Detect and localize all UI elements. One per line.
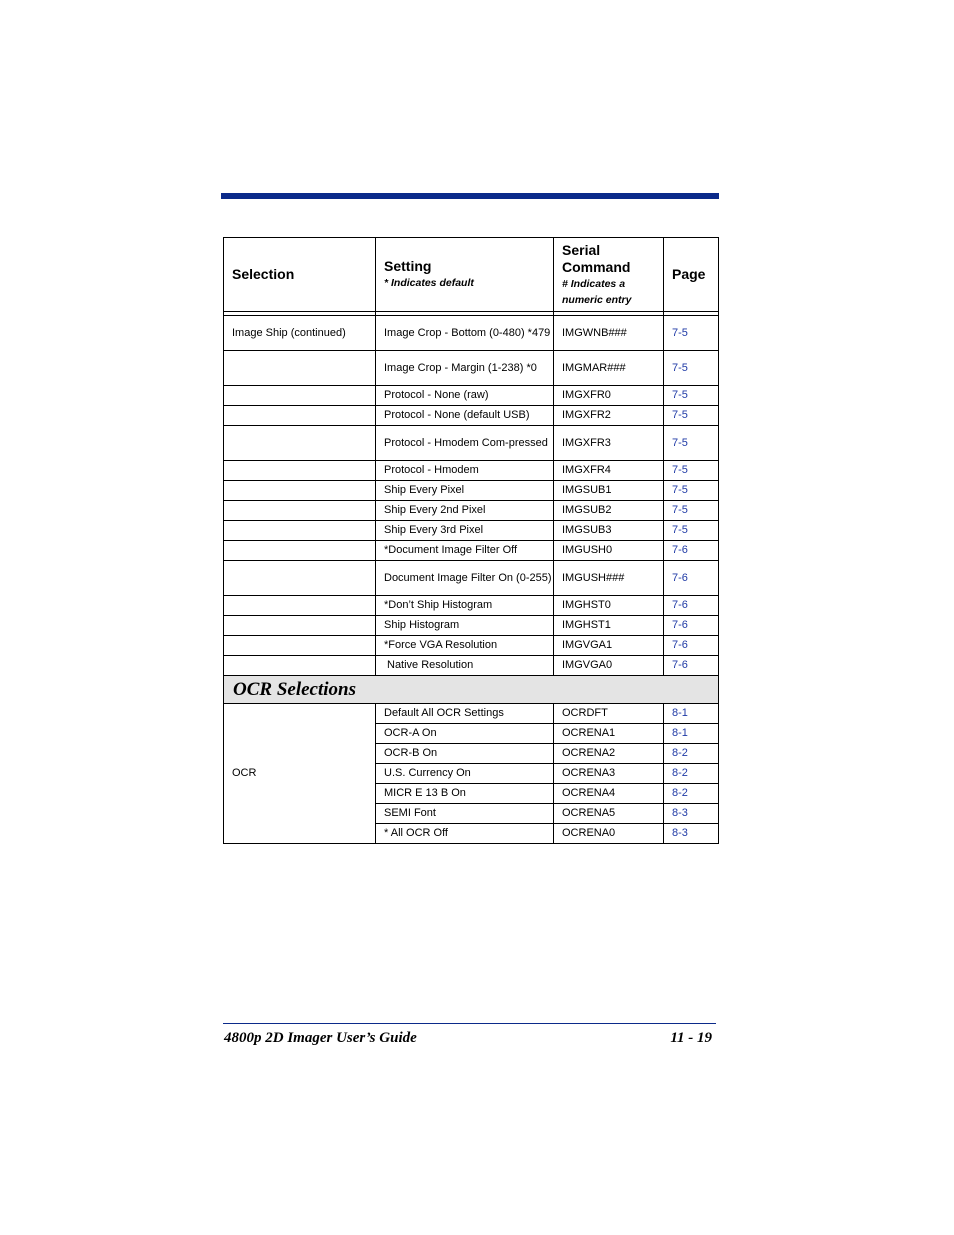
setting-cell: Image Crop - Margin (1-238) *0 — [376, 351, 554, 386]
footer-guide-title: 4800p 2D Imager User’s Guide — [224, 1030, 417, 1046]
setting-cell: Protocol - None (raw) — [376, 386, 554, 406]
setting-cell: *Document Image Filter Off — [376, 541, 554, 561]
page-link[interactable]: 7-6 — [664, 656, 719, 676]
selection-cell-ocr: OCR — [224, 704, 376, 844]
setting-cell: Ship Every Pixel — [376, 481, 554, 501]
selection-cell — [224, 541, 376, 561]
page-link[interactable]: 7-5 — [664, 521, 719, 541]
page-link[interactable]: 7-5 — [664, 461, 719, 481]
page-link[interactable]: 7-5 — [664, 406, 719, 426]
setting-cell: SEMI Font — [376, 804, 554, 824]
page-link[interactable]: 8-2 — [664, 784, 719, 804]
command-cell: IMGUSH### — [554, 561, 664, 596]
section-title: OCR Selections — [224, 676, 719, 704]
command-cell: OCRENA1 — [554, 724, 664, 744]
command-table — [223, 237, 719, 844]
header-page: Page — [664, 238, 719, 312]
setting-cell: Native Resolution — [376, 656, 554, 676]
table-row — [224, 426, 719, 461]
page-link[interactable]: 7-5 — [664, 316, 719, 351]
selection-cell — [224, 656, 376, 676]
command-cell: IMGWNB### — [554, 316, 664, 351]
page-link[interactable]: 8-1 — [664, 704, 719, 724]
setting-cell: Document Image Filter On (0-255) — [376, 561, 554, 596]
table-row — [224, 406, 719, 426]
table-row — [224, 481, 719, 501]
page-link[interactable]: 7-5 — [664, 426, 719, 461]
setting-cell: Default All OCR Settings — [376, 704, 554, 724]
header-serial-command — [554, 238, 664, 312]
table-row — [224, 501, 719, 521]
selection-cell — [224, 636, 376, 656]
command-cell: IMGXFR0 — [554, 386, 664, 406]
page-link[interactable]: 7-5 — [664, 386, 719, 406]
page-link[interactable]: 8-3 — [664, 804, 719, 824]
setting-cell: *Don’t Ship Histogram — [376, 596, 554, 616]
selection-cell — [224, 481, 376, 501]
command-cell: IMGSUB3 — [554, 521, 664, 541]
page-link[interactable]: 8-2 — [664, 764, 719, 784]
command-cell: IMGMAR### — [554, 351, 664, 386]
command-cell: OCRDFT — [554, 704, 664, 724]
selection-cell: Image Ship (continued) — [224, 316, 376, 351]
command-cell: OCRENA4 — [554, 784, 664, 804]
table-row — [224, 616, 719, 636]
page-link[interactable]: 8-3 — [664, 824, 719, 844]
selection-cell — [224, 351, 376, 386]
table-row — [224, 461, 719, 481]
table-row — [224, 636, 719, 656]
command-cell: OCRENA2 — [554, 744, 664, 764]
table-body — [224, 312, 719, 844]
table-row — [224, 704, 719, 724]
setting-cell: Protocol - None (default USB) — [376, 406, 554, 426]
selection-cell — [224, 406, 376, 426]
setting-cell: * All OCR Off — [376, 824, 554, 844]
header-setting — [376, 238, 554, 312]
command-cell: IMGXFR2 — [554, 406, 664, 426]
header-serial-note: # Indicates a numeric entry — [562, 277, 632, 306]
footer-page-number: 11 - 19 — [670, 1030, 712, 1046]
selection-cell — [224, 426, 376, 461]
command-cell: IMGXFR3 — [554, 426, 664, 461]
header-setting-note: * Indicates default — [384, 277, 474, 289]
selection-cell — [224, 561, 376, 596]
header-selection: Selection — [224, 238, 376, 312]
footer-rule — [223, 1023, 716, 1024]
page-link[interactable]: 7-6 — [664, 561, 719, 596]
command-cell: IMGHST1 — [554, 616, 664, 636]
page-link[interactable]: 7-6 — [664, 616, 719, 636]
header-setting-label: Setting — [384, 258, 432, 274]
command-cell: IMGUSH0 — [554, 541, 664, 561]
table-row — [224, 386, 719, 406]
command-cell: IMGXFR4 — [554, 461, 664, 481]
page-link[interactable]: 7-5 — [664, 481, 719, 501]
command-cell: OCRENA0 — [554, 824, 664, 844]
command-cell: IMGSUB1 — [554, 481, 664, 501]
setting-cell: Protocol - Hmodem — [376, 461, 554, 481]
setting-cell: *Force VGA Resolution — [376, 636, 554, 656]
command-cell: OCRENA3 — [554, 764, 664, 784]
table-row — [224, 521, 719, 541]
page-link[interactable]: 7-5 — [664, 501, 719, 521]
command-cell: IMGHST0 — [554, 596, 664, 616]
selection-cell — [224, 596, 376, 616]
setting-cell: OCR-A On — [376, 724, 554, 744]
page-link[interactable]: 8-1 — [664, 724, 719, 744]
setting-cell: Image Crop - Bottom (0-480) *479 — [376, 316, 554, 351]
command-cell: IMGVGA0 — [554, 656, 664, 676]
table-header-row — [224, 238, 719, 312]
selection-cell — [224, 521, 376, 541]
top-rule — [221, 193, 719, 199]
setting-cell: OCR-B On — [376, 744, 554, 764]
page-link[interactable]: 8-2 — [664, 744, 719, 764]
page-link[interactable]: 7-6 — [664, 636, 719, 656]
setting-cell: Ship Every 3rd Pixel — [376, 521, 554, 541]
page-link[interactable]: 7-5 — [664, 351, 719, 386]
selection-cell — [224, 616, 376, 636]
setting-cell: Ship Every 2nd Pixel — [376, 501, 554, 521]
command-cell: OCRENA5 — [554, 804, 664, 824]
selection-cell — [224, 386, 376, 406]
setting-cell: Ship Histogram — [376, 616, 554, 636]
page-link[interactable]: 7-6 — [664, 541, 719, 561]
setting-cell: U.S. Currency On — [376, 764, 554, 784]
page-link[interactable]: 7-6 — [664, 596, 719, 616]
table-row — [224, 541, 719, 561]
command-cell: IMGSUB2 — [554, 501, 664, 521]
table-row — [224, 561, 719, 596]
setting-cell: Protocol - Hmodem Com-pressed — [376, 426, 554, 461]
section-row — [224, 676, 719, 704]
setting-cell: MICR E 13 B On — [376, 784, 554, 804]
table-row — [224, 596, 719, 616]
table-row — [224, 656, 719, 676]
header-serial-label: Serial Command — [562, 241, 631, 275]
table-row — [224, 351, 719, 386]
selection-cell — [224, 501, 376, 521]
table-row — [224, 316, 719, 351]
selection-cell — [224, 461, 376, 481]
command-cell: IMGVGA1 — [554, 636, 664, 656]
